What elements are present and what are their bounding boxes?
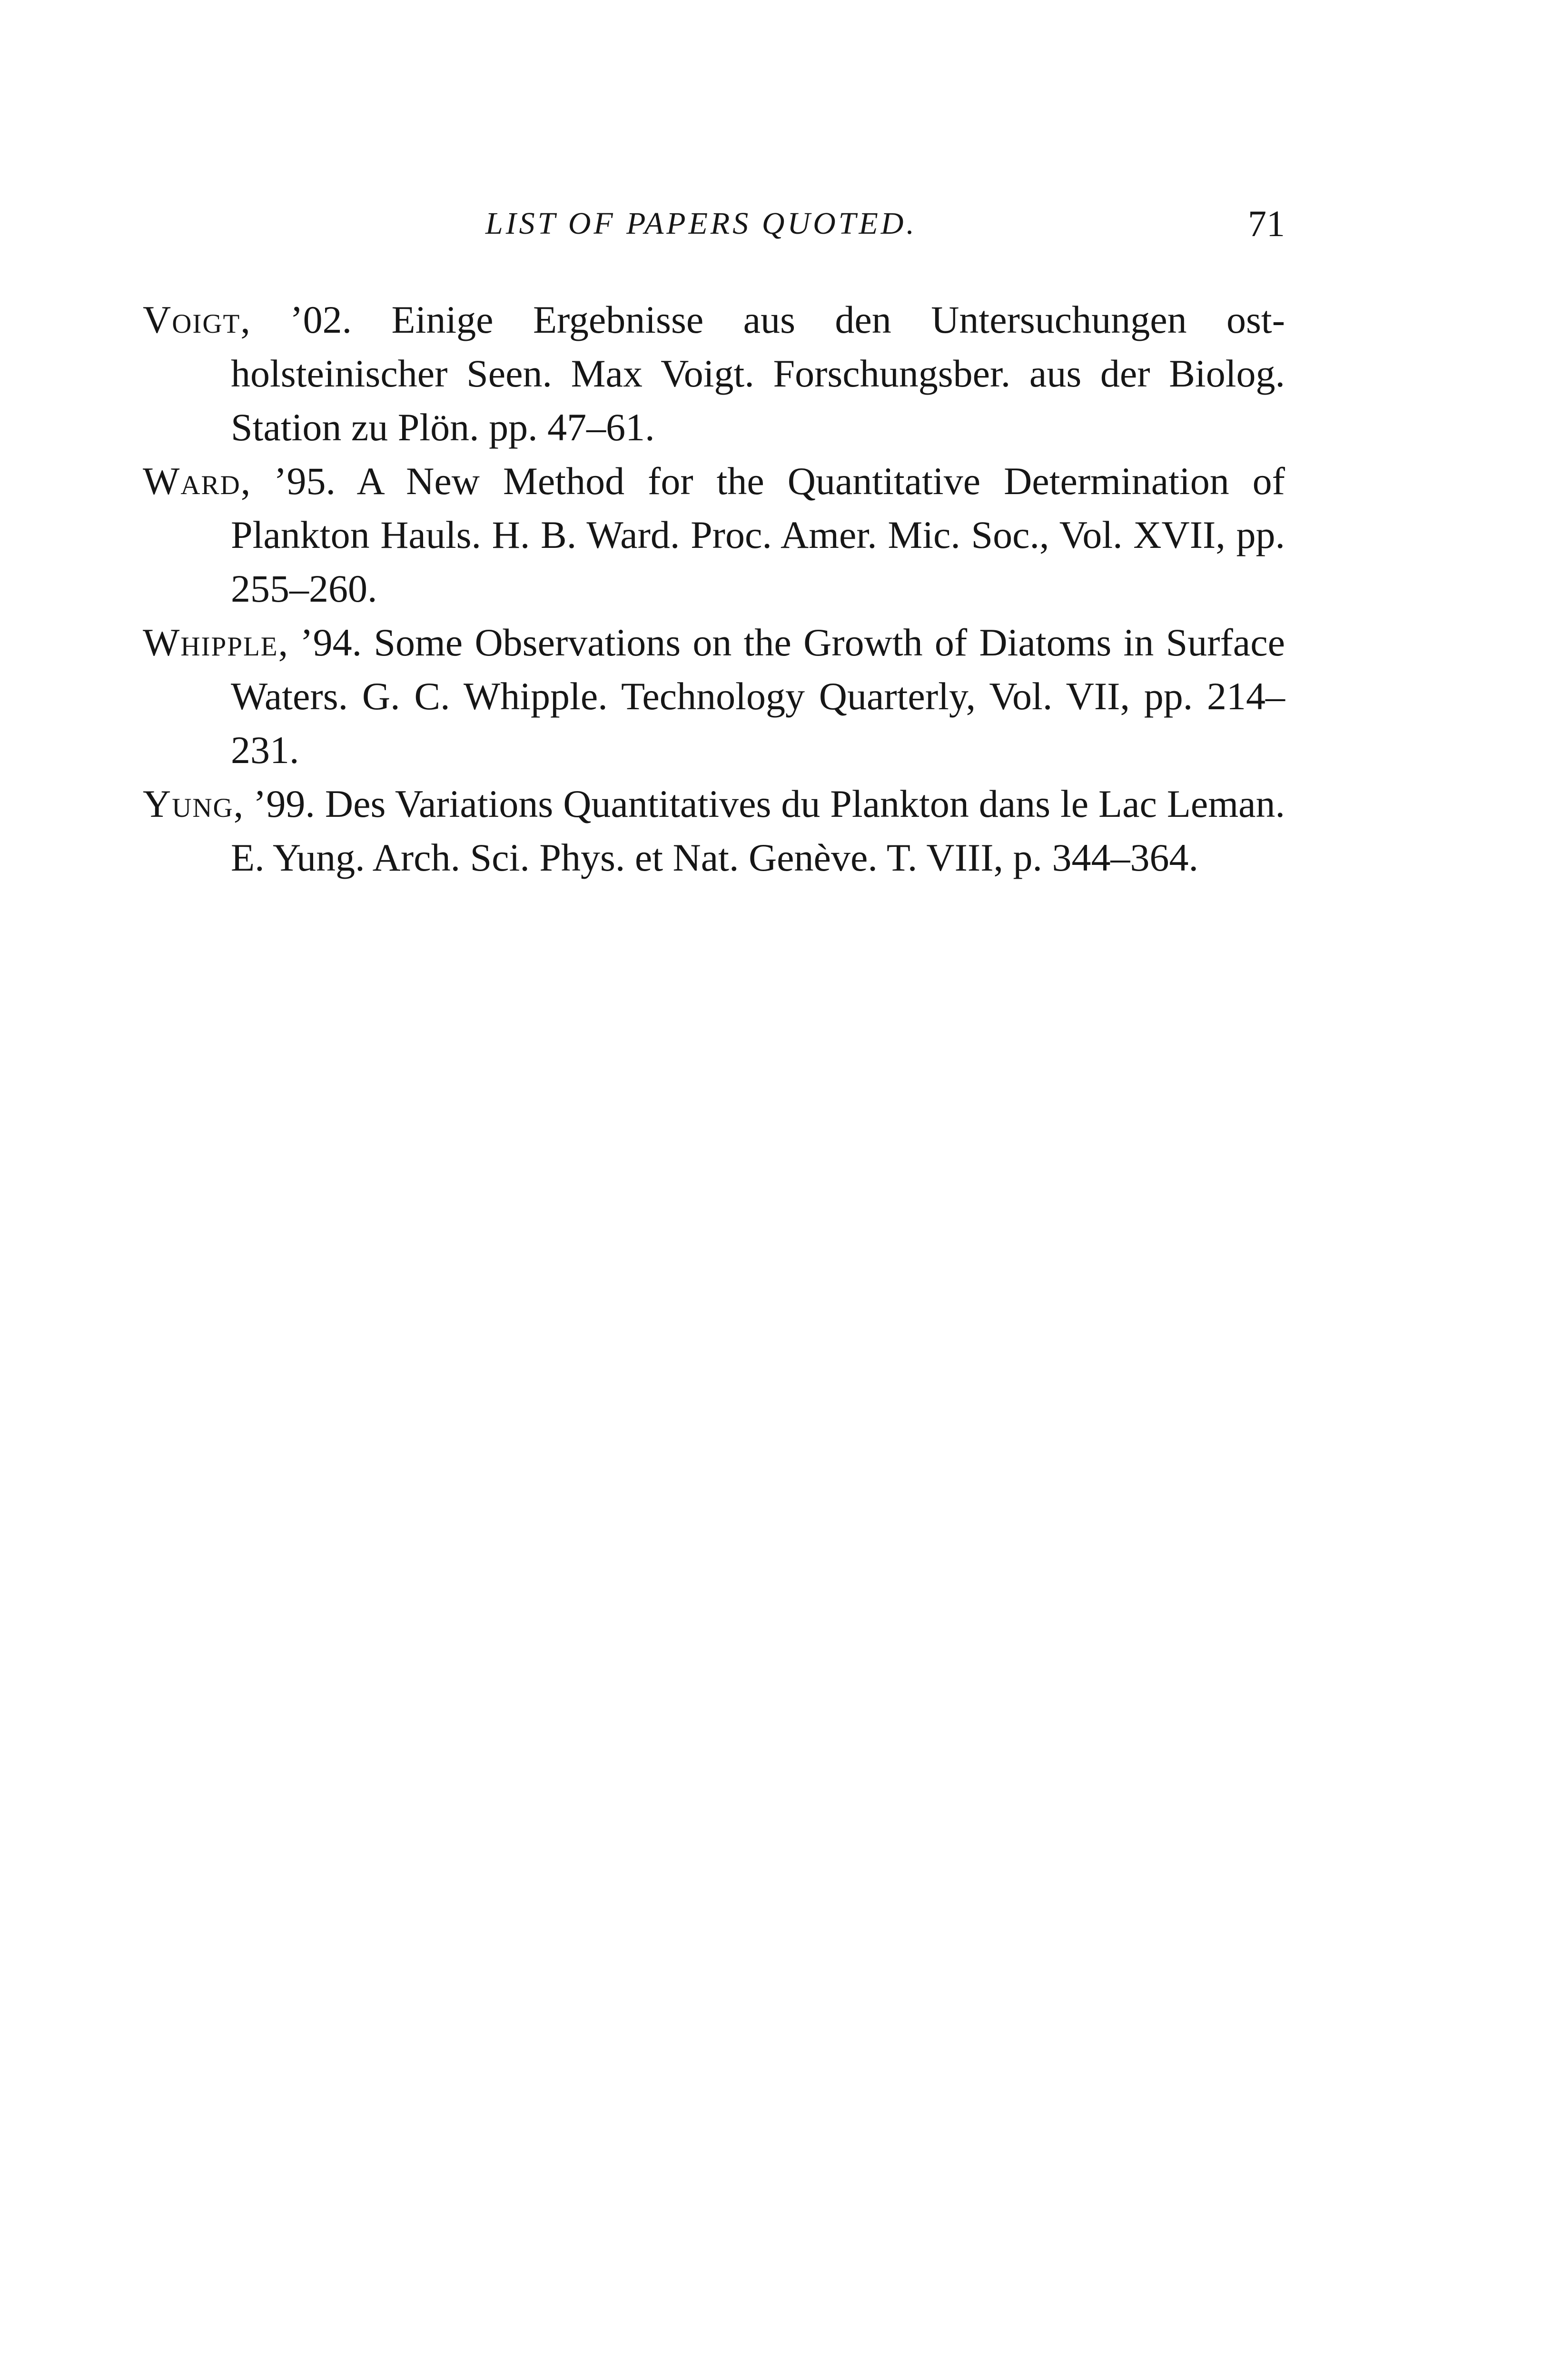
reference-entry xyxy=(143,454,1285,615)
reference-text: Some Observations on the Growth of Diatoms in Surface Waters. G. C. Whipple. Technology Quarterly, Vol. VII, pp. 214–231. xyxy=(231,621,1285,772)
reference-author: Yung xyxy=(143,782,234,825)
reference-author: Whipple xyxy=(143,621,278,664)
reference-author: Ward xyxy=(143,459,241,503)
page-header xyxy=(143,198,1285,250)
reference-entry xyxy=(143,615,1285,777)
reference-list xyxy=(143,293,1285,884)
reference-entry xyxy=(143,293,1285,454)
reference-year: , ’95. xyxy=(240,459,336,503)
reference-text: Des Variations Quantitatives du Plankton dans le Lac Leman. E. Yung. Arch. Sci. Phys. et Nat. Genève. T. VIII, p. 344–364. xyxy=(231,782,1285,879)
reference-entry xyxy=(143,777,1285,884)
reference-year: , ’94. xyxy=(278,621,362,664)
reference-year: , ’99. xyxy=(233,782,315,825)
reference-text: A New Method for the Quantitative Determination of Plankton Hauls. H. B. Ward. Proc. Amer. Mic. Soc., Vol. XVII, pp. 255–260. xyxy=(231,459,1285,610)
running-head: LIST OF PAPERS QUOTED. xyxy=(485,206,917,241)
reference-text: Einige Ergebnisse aus den Untersuchungen ost-holsteinischer Seen. Max Voigt. Forschungsber. aus der Biolog. Station zu Plön. pp. 47–61. xyxy=(231,298,1285,449)
page-number: 71 xyxy=(1248,203,1285,244)
reference-year: , ’02. xyxy=(240,298,352,341)
reference-author: Voigt xyxy=(143,298,241,341)
